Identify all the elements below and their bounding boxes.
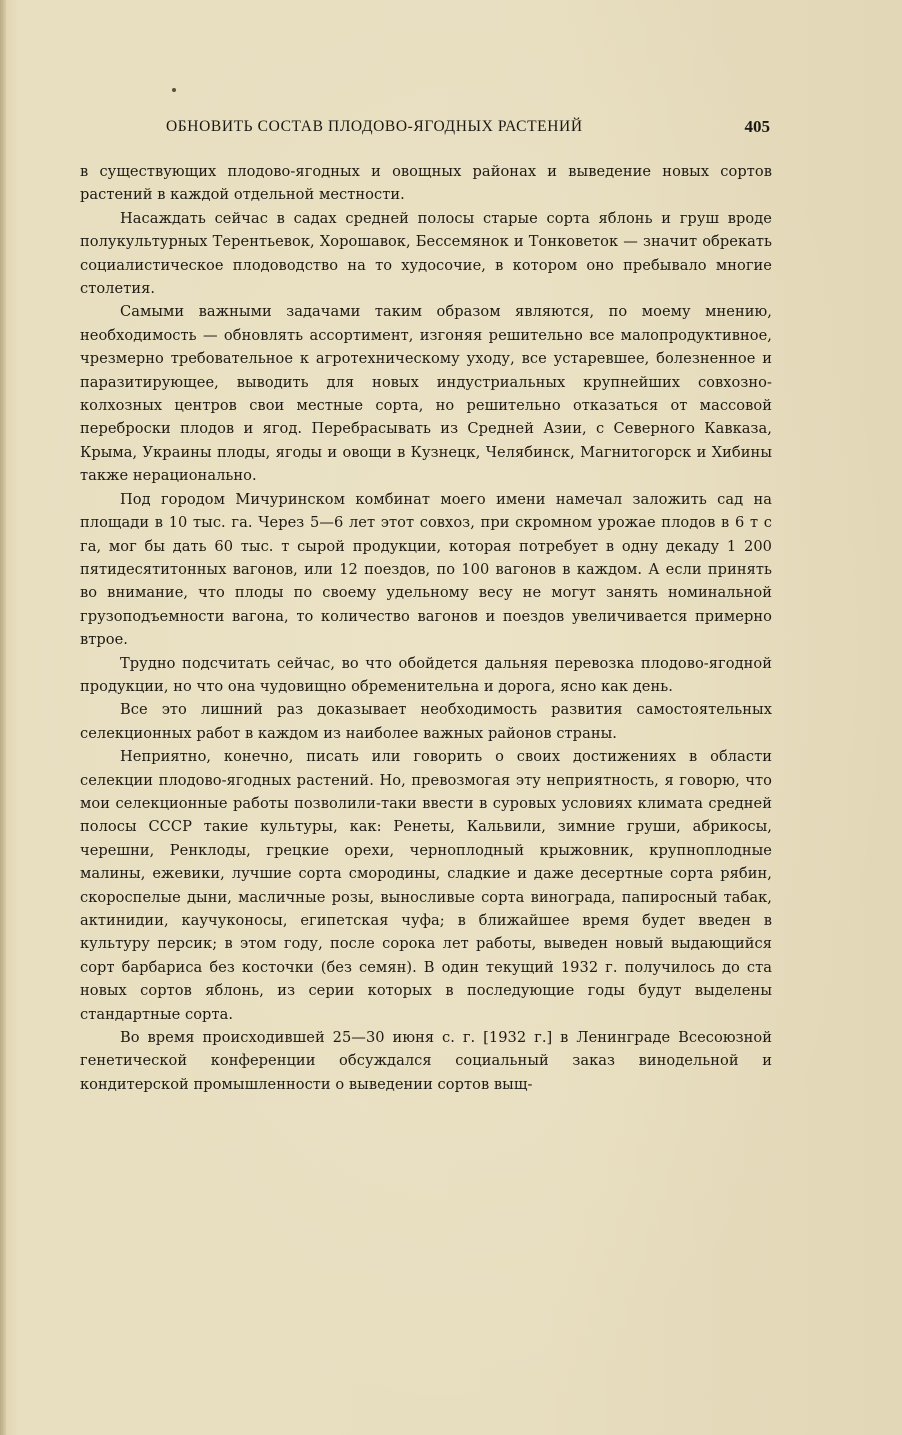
paragraph: Неприятно, конечно, писать или говорить о своих достижениях в области селекции плодово-ягодных растений. Но, превозмогая эту неприятность, я говорю, что мои селекционные работы позволили-таки ввести в суровых условиях климата средней полосы СССР такие культуры, как: Ренеты, Кальвили, зимние груши, абрикосы, черешни, Ренклоды, грецкие орехи, черноплодный крыжовник, крупноплодные малины, ежевики, лучшие сорта смородины, сладкие и даже десертные сорта рябин, скороспелые дыни, масличные розы, выносливые сорта винограда, папиросный табак, актинидии, каучуконосы, египетская чуфа; в ближайшее время будет введен в культуру персик; в этом году, после сорока лет работы, выведен новый выдающийся сорт барбариса без косточки (без семян). В один текущий 1932 г. получилось до ста новых сортов яблонь, из серии которых в последующие годы будут выделены стандартные сорта. <box>80 748 772 1023</box>
page-edge-shadow <box>0 0 6 1435</box>
paragraph-continued: в существующих плодово-ягодных и овощных районах и выведение новых сортов растений в каждой отдельной местности. <box>80 163 772 204</box>
page-number: 405 <box>744 117 770 136</box>
paragraph: Трудно подсчитать сейчас, во что обойдется дальняя перевозка плодово-ягодной продукции, но что она чудовищно обременительна и дорога, ясно как день. <box>80 654 772 695</box>
paragraph: Самыми важными задачами таким образом являются, по моему мнению, необходимость — обновлять ассортимент, изгоняя решительно все малопродуктивное, чрезмерно требовательное к агротехническому уходу, все устаревшее, болезненное и паразитирующее, выводить для новых индустриальных крупнейших совхозно-колхозных центров свои местные сорта, но решительно отказаться от массовой переброски плодов и ягод. Перебрасывать из Средней Азии, с Северного Кавказа, Крыма, Украины плоды, ягоды и овощи в Кузнецк, Челябинск, Магнитогорск и Хибины также нерационально. <box>80 303 772 485</box>
page-header <box>80 118 772 140</box>
print-speck <box>172 88 176 92</box>
running-title: ОБНОВИТЬ СОСТАВ ПЛОДОВО-ЯГОДНЫХ РАСТЕНИЙ <box>166 118 583 135</box>
paragraph: Насаждать сейчас в садах средней полосы старые сорта яблонь и груш вроде полукультурных Терентьевок, Хорошавок, Бессемянок и Тонковеток — значит обрекать социалистическое плодоводство на то худосочие, в котором оно пребывало многие столетия. <box>80 209 772 298</box>
paragraph: Все это лишний раз доказывает необходимость развития самостоятельных селекционных работ в каждом из наиболее важных районов страны. <box>80 701 772 742</box>
body-text <box>80 160 772 1096</box>
paragraph: Во время происходившей 25—30 июня с. г. [1932 г.] в Ленинграде Всесоюзной генетической конференции обсуждался социальный заказ винодельной и кондитерской промышленности о выведении сортов выщ- <box>80 1029 772 1093</box>
paragraph: Под городом Мичуринском комбинат моего имени намечал заложить сад на площади в 10 тыс. га. Через 5—6 лет этот совхоз, при скромном урожае плодов в 6 т с га, мог бы дать 60 тыс. т сырой продукции, которая потребует в одну декаду 1 200 пятидесятитонных вагонов, или 12 поездов, по 100 вагонов в каждом. А если принять во внимание, что плоды по своему удельному весу не могут занять номинальной грузоподъемности вагона, то количество вагонов и поездов увеличивается примерно втрое. <box>80 490 772 649</box>
